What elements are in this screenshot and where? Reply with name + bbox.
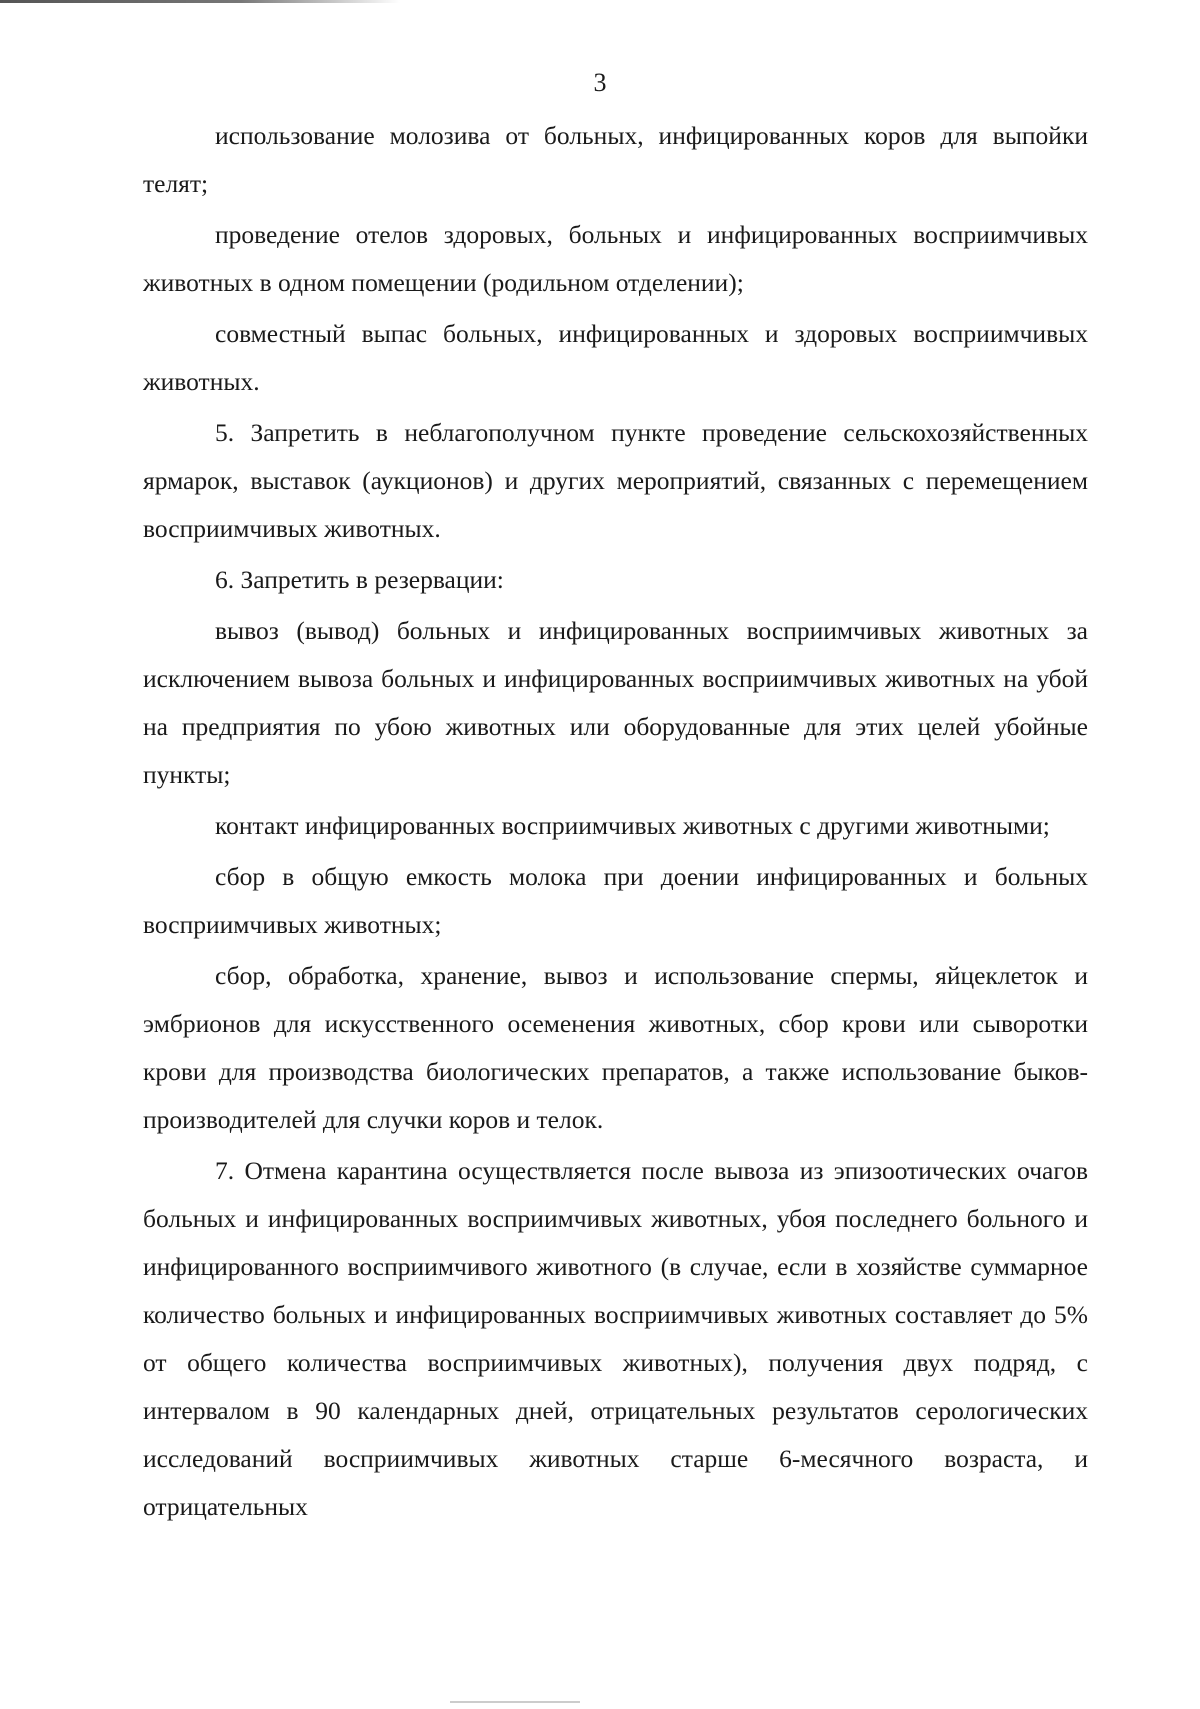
paragraph-sperm: сбор, обработка, хранение, вывоз и использование спермы, яйцеклеток и эмбрионов для искусственного осеменения животных, сбор крови или сыворотки крови для производства биологических препаратов, а также использование быков-производителей для случки коров и телок. xyxy=(143,961,1088,1134)
paragraph-grazing: совместный выпас больных, инфицированных и здоровых восприимчивых животных. xyxy=(143,319,1088,396)
document-body xyxy=(143,112,1088,1534)
page-number: 3 xyxy=(593,68,607,97)
paragraph-export: вывоз (вывод) больных и инфицированных восприимчивых животных за исключением вывоза больных и инфицированных восприимчивых животных на убой на предприятия по убою животных или оборудованные для этих целей убойные пункты; xyxy=(143,616,1088,789)
scan-edge-bottom xyxy=(450,1701,580,1703)
paragraph-item-5: 5. Запретить в неблагополучном пункте проведение сельскохозяйственных ярмарок, выставок (аукционов) и других мероприятий, связанных с перемещением восприимчивых животных. xyxy=(143,418,1088,543)
paragraph-item-6: 6. Запретить в резервации: xyxy=(215,565,504,594)
paragraph-calving: проведение отелов здоровых, больных и инфицированных восприимчивых животных в одном помещении (родильном отделении); xyxy=(143,220,1088,297)
paragraph-colostrum: использование молозива от больных, инфицированных коров для выпойки телят; xyxy=(143,121,1088,198)
scan-edge-top xyxy=(0,0,400,3)
paragraph-item-7: 7. Отмена карантина осуществляется после вывоза из эпизоотических очагов больных и инфицированных восприимчивых животных, убоя последнего больного и инфицированного восприимчивого животного (в случае, если в хозяйстве суммарное количество больных и инфицированных восприимчивых животных составляет до 5% от общего количества восприимчивых животных), получения двух подряд, с интервалом в 90 календарных дней, отрицательных результатов серологических исследований восприимчивых животных старше 6-месячного возраста, и отрицательных xyxy=(143,1156,1088,1521)
paragraph-contact: контакт инфицированных восприимчивых животных с другими животными; xyxy=(215,811,1050,840)
paragraph-milk: сбор в общую емкость молока при доении инфицированных и больных восприимчивых животных; xyxy=(143,862,1088,939)
